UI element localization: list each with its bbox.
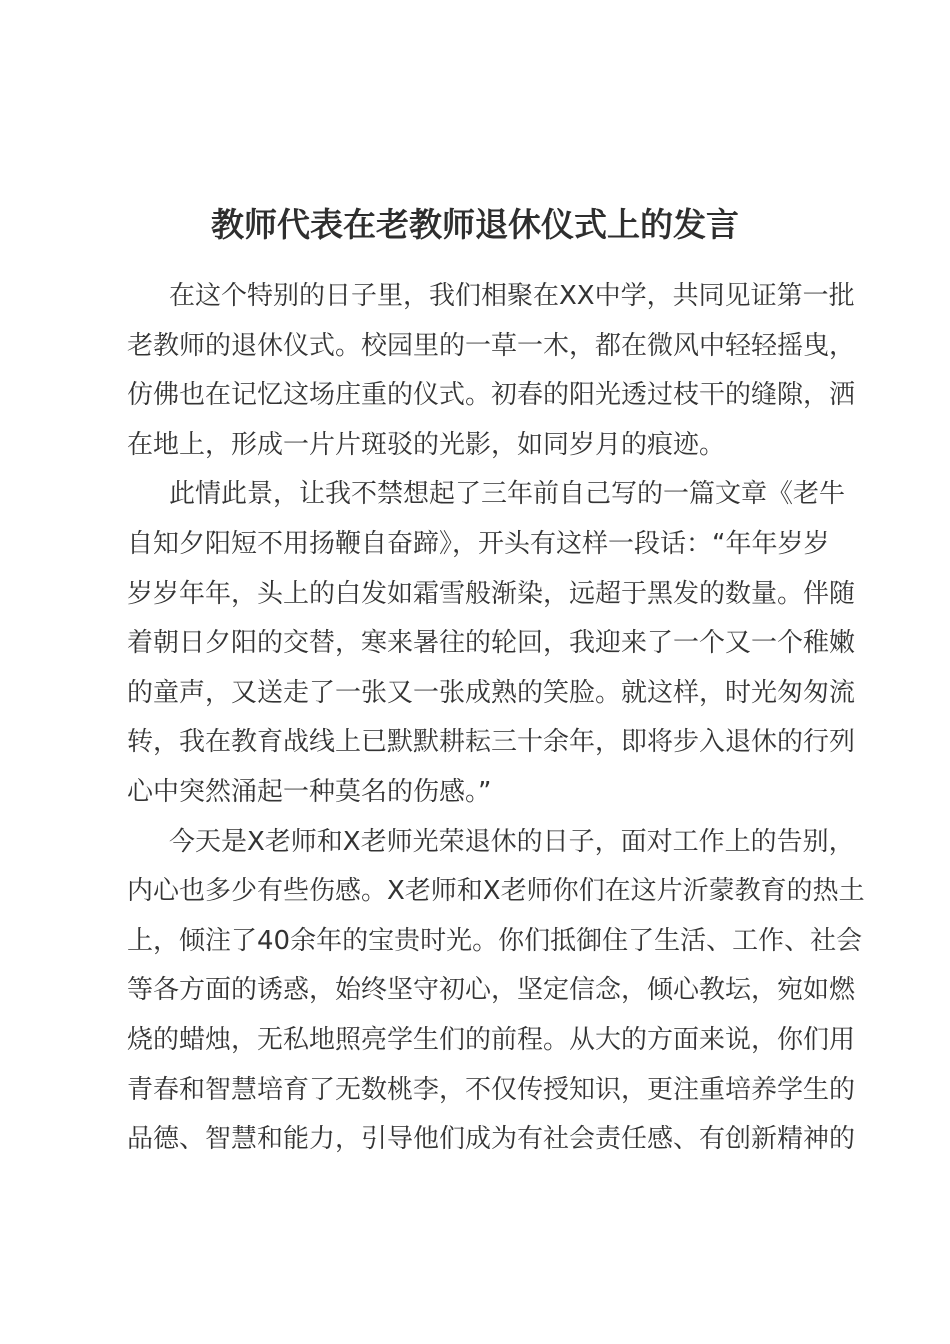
- paragraph-2: [127, 470, 856, 817]
- paragraph-3: [127, 818, 865, 1165]
- paragraph-line: 着朝日夕阳的交替，寒来暑往的轮回，我迎来了一个又一个稚嫩: [127, 628, 856, 659]
- paragraph-line: 自知夕阳短不用扬鞭自奋蹄》，开头有这样一段话：“年年岁岁: [127, 528, 830, 559]
- paragraph-line: 等各方面的诱惑，始终坚守初心，坚定信念，倾心教坛，宛如燃: [127, 975, 856, 1006]
- paragraph-line: 在这个特别的日子里，我们相聚在XX中学，共同见证第一批: [169, 281, 855, 311]
- paragraph-line: 品德、智慧和能力，引导他们成为有社会责任感、有创新精神的: [127, 1124, 856, 1155]
- paragraph-line: 在地上，形成一片片斑驳的光影，如同岁月的痕迹。: [127, 429, 726, 460]
- paragraph-line: 上，倾注了40余年的宝贵时光。你们抵御住了生活、工作、社会: [127, 925, 863, 956]
- paragraph-line: 内心也多少有些伤感。X老师和X老师你们在这片沂蒙教育的热土: [127, 876, 865, 907]
- paragraph-line: 青春和智慧培育了无数桃李，不仅传授知识，更注重培养学生的: [127, 1074, 856, 1105]
- paragraph-line: 仿佛也在记忆这场庄重的仪式。初春的阳光透过枝干的缝隙，洒: [127, 380, 856, 411]
- paragraph-line: 老教师的退休仪式。校园里的一草一木，都在微风中轻轻摇曳，: [127, 330, 856, 361]
- paragraph-line: 此情此景，让我不禁想起了三年前自己写的一篇文章《老牛: [169, 479, 846, 510]
- paragraph-line: 心中突然涌起一种莫名的伤感。”: [127, 776, 492, 807]
- paragraph-1: [127, 272, 856, 470]
- document-body: [127, 272, 865, 1165]
- paragraph-line: 转，我在教育战线上已默默耕耘三十余年，即将步入退休的行列: [127, 727, 856, 758]
- paragraph-line: 今天是X老师和X老师光荣退休的日子，面对工作上的告别，: [169, 826, 855, 857]
- paragraph-line: 的童声，又送走了一张又一张成熟的笑脸。就这样，时光匆匆流: [127, 677, 856, 708]
- paragraph-line: 岁岁年年，头上的白发如霜雪般渐染，远超于黑发的数量。伴随: [127, 578, 856, 609]
- paragraph-line: 烧的蜡烛，无私地照亮学生们的前程。从大的方面来说，你们用: [127, 1024, 856, 1055]
- document-title: 教师代表在老教师退休仪式上的发言: [211, 205, 739, 244]
